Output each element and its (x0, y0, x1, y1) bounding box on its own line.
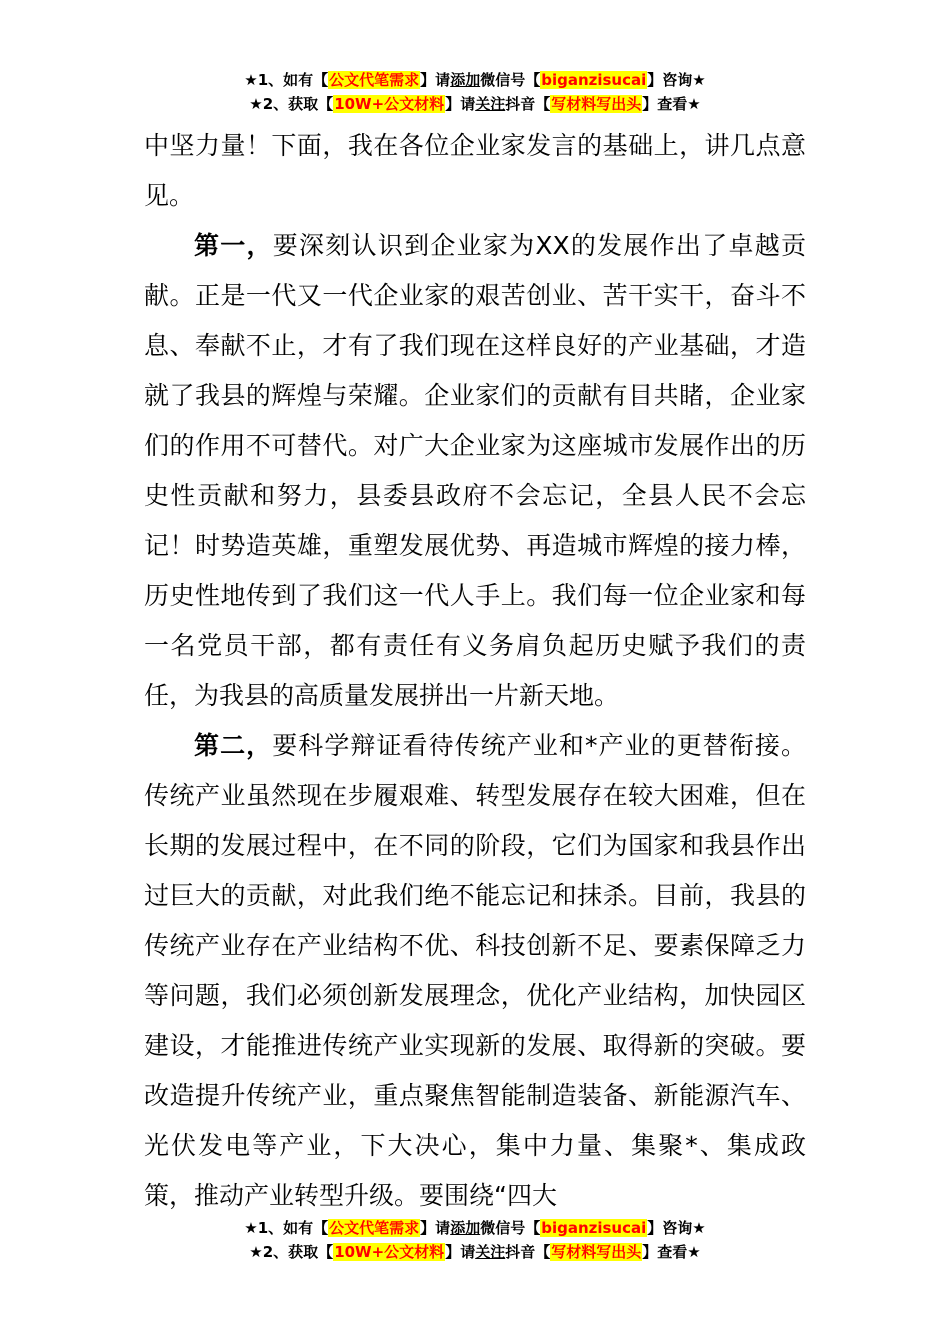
section-1-paragraph (144, 221, 806, 721)
highlight-douyin-account: 写材料写出头 (551, 95, 642, 113)
banner-underlined-text: 关注 (475, 95, 506, 113)
section-1-text: 要深刻认识到企业家为XX的发展作出了卓越贡献。正是一代又一代企业家的艰苦创业、苦干实干，奋斗不息、奉献不止，才有了我们现在这样良好的产业基础，才造就了我县的辉煌与荣耀。企业家们的贡献有目共睹，企业家们的作用不可替代。对广大企业家为这座城市发展作出的历史性贡献和努力，县委县政府不会忘记，全县人民不会忘记！时势造英雄，重塑发展优势、再造城市辉煌的接力棒，历史性地传到了我们这一代人手上。我们每一位企业家和每一名党员干部，都有责任有义务肩负起历史赋予我们的责任，为我县的高质量发展拼出一片新天地。 (144, 231, 806, 710)
banner-text: 微信号【 (480, 71, 541, 89)
highlight-writing-service: 公文代笔需求 (329, 71, 420, 89)
intro-paragraph: 中坚力量！下面，我在各位企业家发言的基础上，讲几点意见。 (144, 131, 806, 210)
banner-underlined-text: 添加 (450, 71, 481, 89)
banner-text: 】咨询★ (647, 71, 706, 89)
document-body (144, 121, 806, 1221)
highlight-materials: 10W+公文材料 (334, 1243, 445, 1261)
banner-text: 抖音【 (505, 95, 551, 113)
banner-text: 】查看★ (642, 95, 701, 113)
banner-text: 】请 (420, 71, 451, 89)
banner-text: 抖音【 (505, 1243, 551, 1261)
banner-line-1 (0, 1216, 950, 1240)
section-2-text: 要科学辩证看待传统产业和*产业的更替衔接。传统产业虽然现在步履艰难、转型发展存在较大困难，但在长期的发展过程中，在不同的阶段，它们为国家和我县作出过巨大的贡献，对此我们绝不能忘记和抹杀。目前，我县的传统产业存在产业结构不优、科技创新不足、要素保障乏力等问题，我们必须创新发展理念，优化产业结构，加快园区建设，才能推进传统产业实现新的发展、取得新的突破。要改造提升传统产业，重点聚焦智能制造装备、新能源汽车、光伏发电等产业，下大决心，集中力量、集聚*、集成政策，推动产业转型升级。要围绕“四大 (144, 731, 806, 1210)
banner-text: ★2、获取【 (249, 1243, 334, 1261)
highlight-writing-service: 公文代笔需求 (329, 1219, 420, 1237)
banner-line-2 (0, 1240, 950, 1264)
footer-banner (0, 1216, 950, 1264)
banner-text: 】咨询★ (647, 1219, 706, 1237)
banner-text: 】请 (445, 95, 476, 113)
banner-text: 】请 (420, 1219, 451, 1237)
banner-text: ★1、如有【 (244, 1219, 329, 1237)
highlight-douyin-account: 写材料写出头 (551, 1243, 642, 1261)
banner-text: 】查看★ (642, 1243, 701, 1261)
header-banner (0, 68, 950, 116)
banner-line-2 (0, 92, 950, 116)
highlight-wechat-id: biganzisucai (541, 71, 647, 89)
banner-text: ★1、如有【 (244, 71, 329, 89)
banner-line-1 (0, 68, 950, 92)
highlight-wechat-id: biganzisucai (541, 1219, 647, 1237)
banner-underlined-text: 添加 (450, 1219, 481, 1237)
section-1-lead: 第一， (194, 231, 273, 260)
banner-text: 】请 (445, 1243, 476, 1261)
section-2-paragraph (144, 721, 806, 1221)
highlight-materials: 10W+公文材料 (334, 95, 445, 113)
banner-text: ★2、获取【 (249, 95, 334, 113)
banner-underlined-text: 关注 (475, 1243, 506, 1261)
section-2-lead: 第二， (194, 731, 273, 760)
banner-text: 微信号【 (480, 1219, 541, 1237)
